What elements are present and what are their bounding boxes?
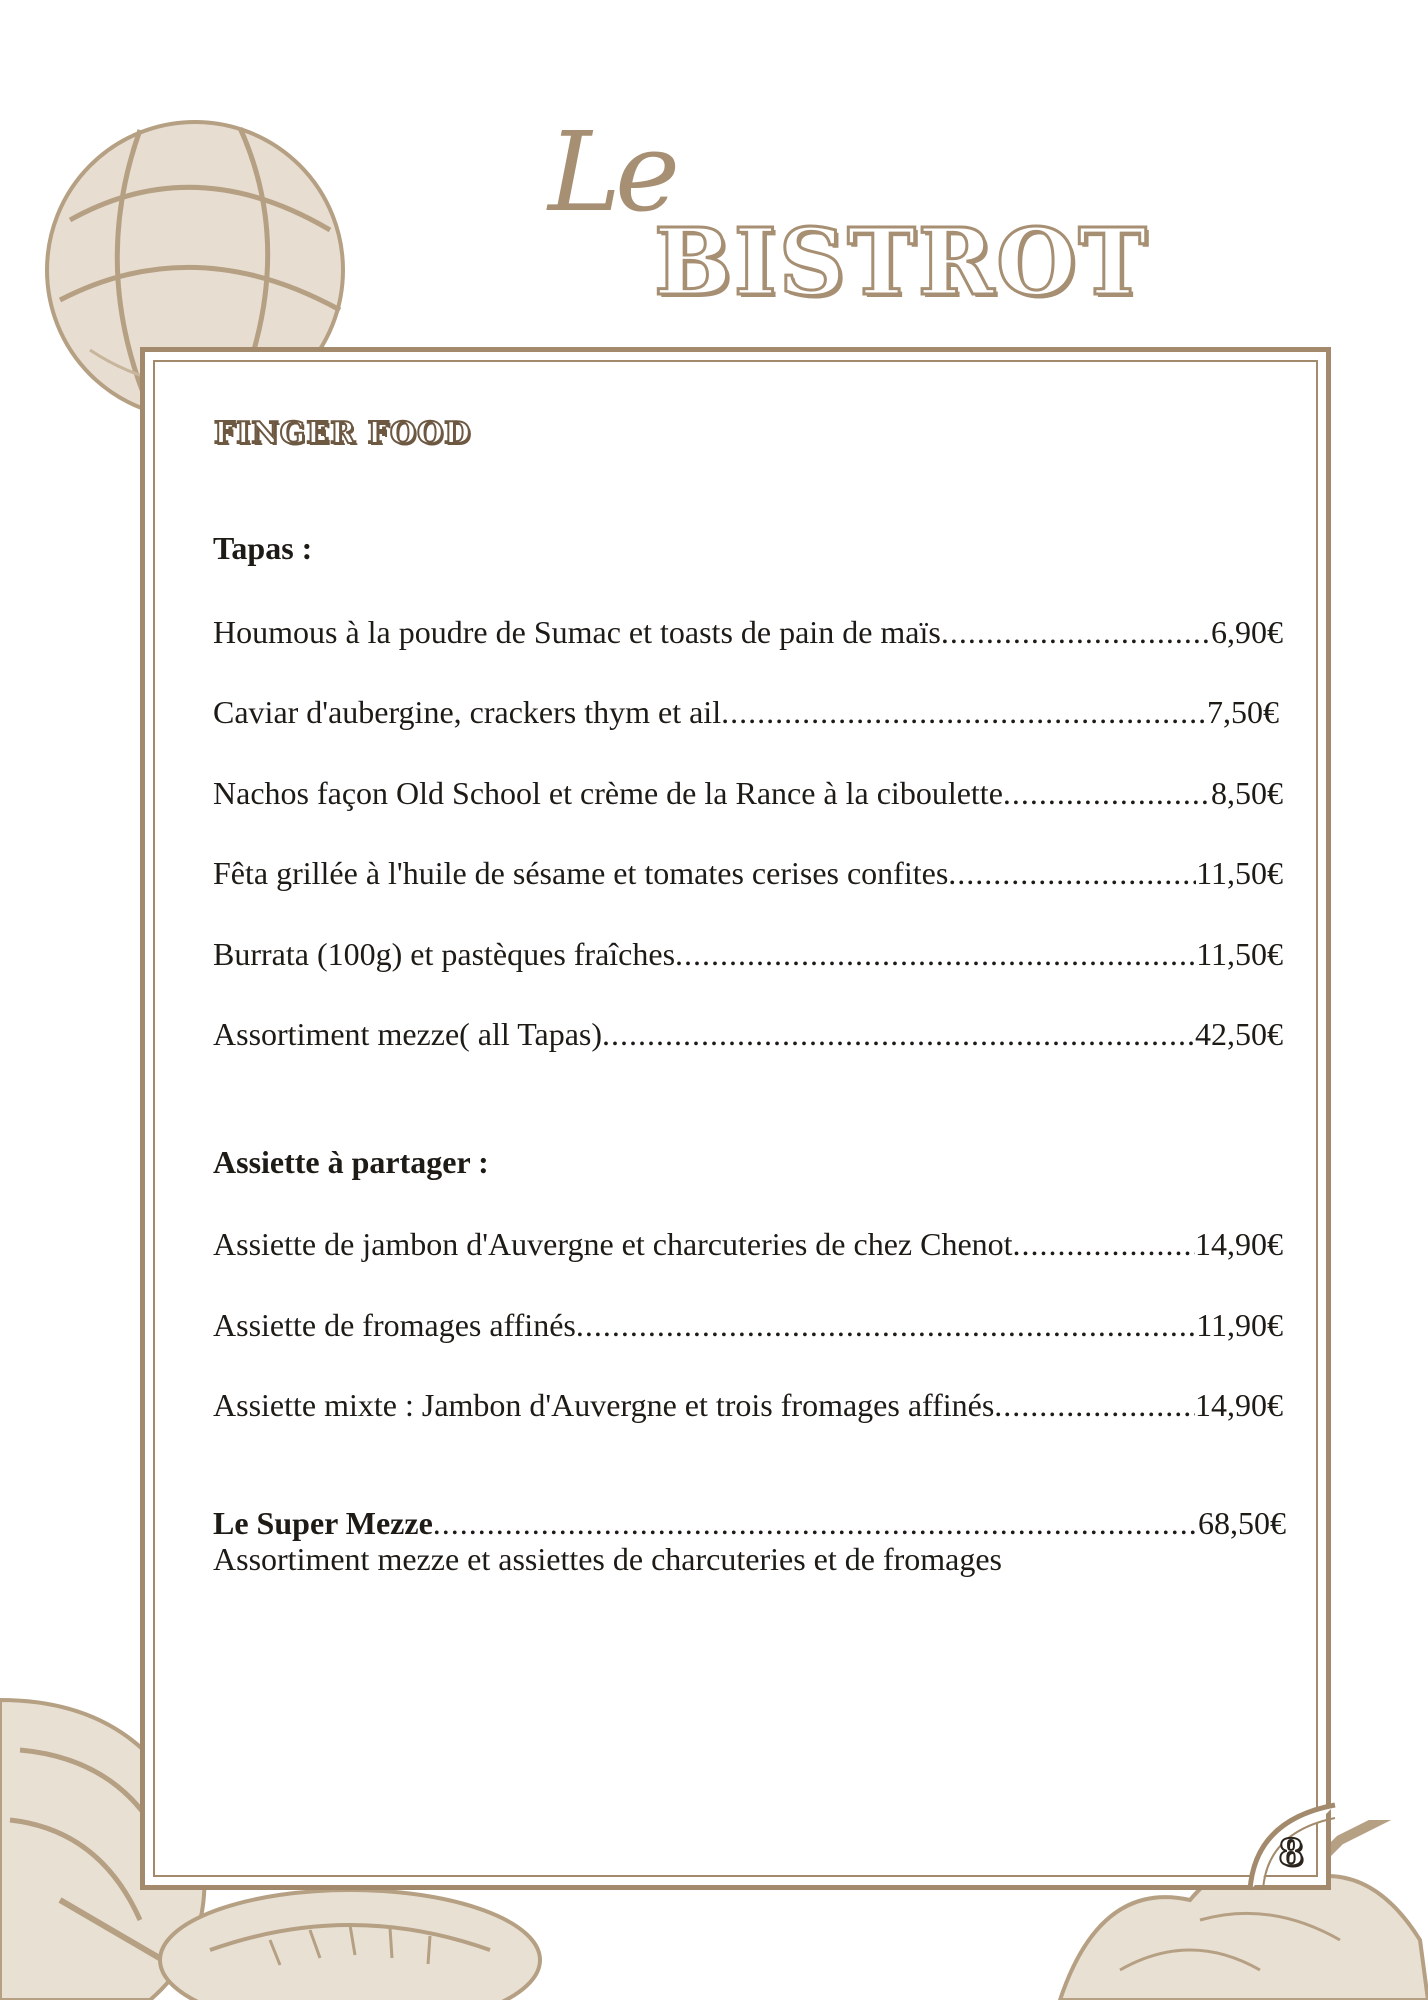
leader-dots: [994, 1385, 1195, 1425]
logo-bistrot: BISTROT: [654, 208, 1149, 316]
bistrot-logo: [548, 108, 1348, 316]
menu-item: [213, 773, 1283, 813]
special-name: Le Super Mezze: [213, 1505, 433, 1541]
group-title-assiette: Assiette à partager :: [213, 1144, 489, 1180]
menu-item: [213, 1305, 1283, 1345]
menu-item: [213, 612, 1283, 652]
item-price: 7,50€: [1207, 694, 1279, 730]
item-price: 8,50€: [1211, 775, 1283, 811]
special-description: Assortiment mezze et assiettes de charcuteries et de fromages: [213, 1541, 1002, 1577]
leader-dots: [721, 692, 1207, 732]
leader-dots: [576, 1305, 1196, 1345]
leader-dots: [941, 612, 1211, 652]
menu-item: [213, 1224, 1283, 1264]
item-name: Caviar d'aubergine, crackers thym et ail: [213, 694, 722, 730]
menu-item: [213, 1014, 1283, 1054]
item-price: 6,90€: [1211, 614, 1283, 650]
leader-dots: [948, 853, 1196, 893]
item-name: Houmous à la poudre de Sumac et toasts de pain de maïs: [213, 614, 941, 650]
menu-item: [213, 692, 1279, 732]
item-name: Assiette de fromages affinés: [213, 1307, 576, 1343]
item-name: Fêta grillée à l'huile de sésame et tomates cerises confites: [213, 855, 949, 891]
item-name: Assortiment mezze( all Tapas): [213, 1016, 603, 1052]
leader-dots: [1013, 1224, 1195, 1264]
item-name: Burrata (100g) et pastèques fraîches: [213, 936, 676, 972]
menu-frame-inner: [153, 360, 1318, 1877]
item-name: Assiette de jambon d'Auvergne et charcuteries de chez Chenot: [213, 1226, 1013, 1262]
item-price: 11,90€: [1196, 1307, 1283, 1343]
leader-dots: [433, 1503, 1198, 1543]
leader-dots: [675, 934, 1196, 974]
menu-item: [213, 853, 1283, 893]
item-price: 14,90€: [1195, 1226, 1283, 1262]
leader-dots: [602, 1014, 1195, 1054]
leader-dots: [1003, 773, 1211, 813]
item-price: 11,50€: [1196, 936, 1283, 972]
item-name: Nachos façon Old School et crème de la Rance à la ciboulette: [213, 775, 1003, 811]
logo-le: Le: [548, 108, 675, 236]
menu-item: [213, 1385, 1283, 1425]
menu-item-special: [213, 1503, 1286, 1543]
item-price: 14,90€: [1195, 1387, 1283, 1423]
menu-item: [213, 934, 1283, 974]
item-price: 42,50€: [1195, 1016, 1283, 1052]
group-title-tapas: Tapas :: [213, 530, 313, 566]
item-name: Assiette mixte : Jambon d'Auvergne et trois fromages affinés: [213, 1387, 995, 1423]
item-price: 11,50€: [1196, 855, 1283, 891]
page-number: 8: [1278, 1832, 1304, 1874]
section-title: FINGER FOOD: [214, 416, 472, 451]
special-price: 68,50€: [1198, 1505, 1286, 1541]
